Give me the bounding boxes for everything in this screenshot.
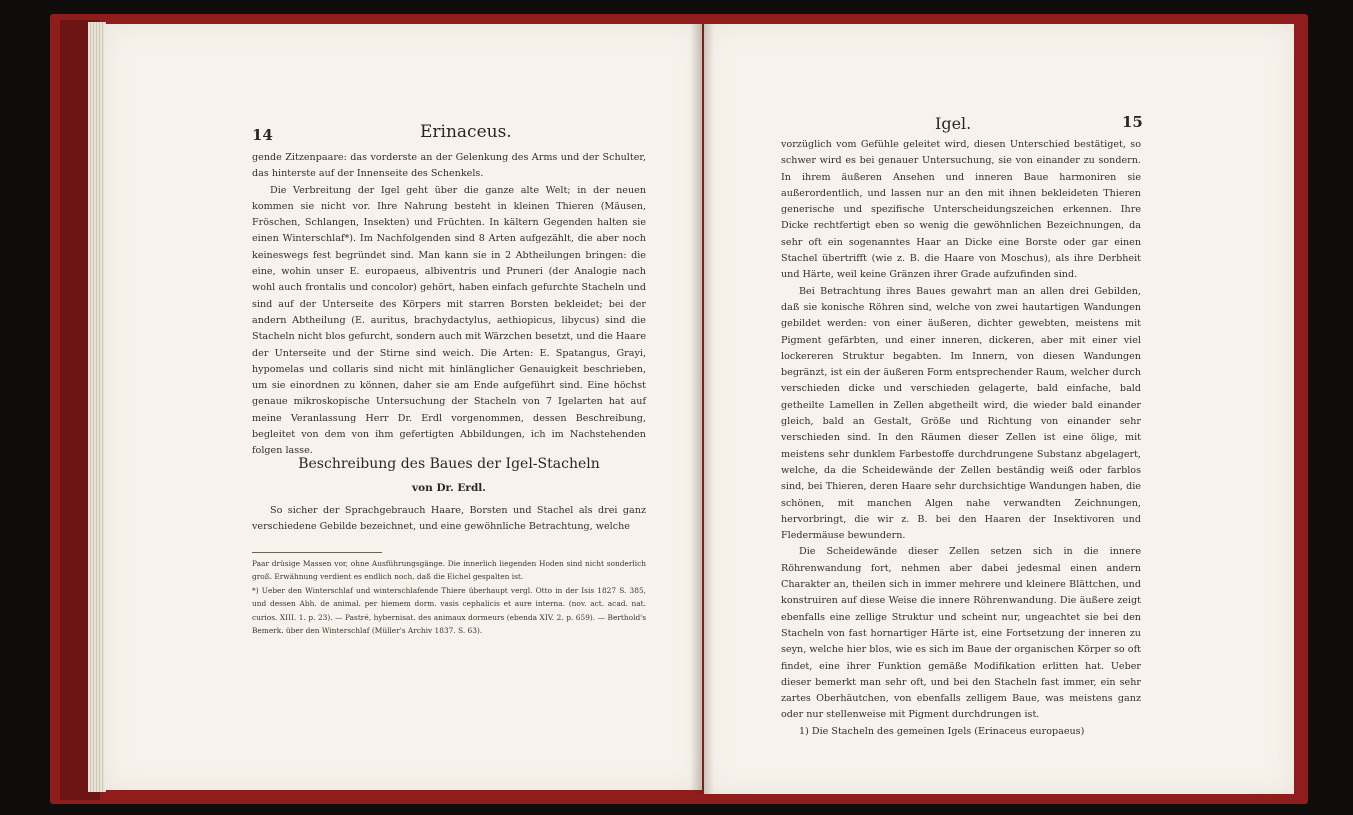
right-paragraph: Bei Betrachtung ihres Baues gewahrt man an allen drei Gebilden, daß sie konische Röhren sind, welche von zwei hautartigen Wandungen gebildet werden: von einer äußeren, dichter gewebten, meistens mit Pigment gefärbten, und einer inneren, dickeren, aber mit einer viel lockereren Struktur begabten. Im Innern, von diesen Wandungen begränzt, ist ein der äußeren Form entsprechender Raum, welcher durch verschieden dicke und verschieden gelagerte, bald einfache, bald getheilte Lamellen in Zellen abgetheilt wird, die wieder bald einander gleich, bald an Gestalt, Größe und Richtung von einander sehr verschieden sind. In den Räumen dieser Zellen ist eine ölige, mit meistens sehr dunklem Farbestoffe durchdrungene Substanz abgelagert, welche, da die Scheidewände der Zellen beständig weiß oder farblos sind, bei Thieren, deren Haare sehr durchsichtige Wandungen haben, die schönen, mit manchen Algen nahe verwandten Zeichnungen, hervorbringt, die wir z. B. bei den Haaren der Insektivoren und Fledermäuse bewundern. bbox=[781, 285, 1141, 542]
left-running-head: Erinaceus. bbox=[420, 122, 512, 142]
right-paragraph: vorzüglich vom Gefühle geleitet wird, diesen Unterschied bestätiget, so schwer wird es bei genauer Untersuchung, sie von einander zu sondern. In ihrem äußeren Ansehen und inneren Baue harmoniren sie außerordentlich, und lassen nur an den mit ihnen bekleideten Thieren generische und spezifische Unterscheidungszeichen erkennen. Ihre Dicke rechtfertigt eben so wenig die gewöhnlichen Bezeichnungen, da sehr oft ein sogenanntes Haar an Dicke eine Borste oder gar einen Stachel übertrifft (wie z. B. die Haare von Moschus), als ihre Derbheit und Härte, weil keine Gränzen ihrer Grade aufzufinden sind. bbox=[781, 139, 1141, 281]
left-paragraph: Die Verbreitung der Igel geht über die ganze alte Welt; in der neuen kommen sie nicht vor. Ihre Nahrung besteht in kleinen Thieren (Mäusen, Fröschen, Schlangen, Insekten) und Früchten. In kältern Gegenden halten sie einen Winterschlaf*). Im Nachfolgenden sind 8 Arten aufgezählt, die aber noch keineswegs fest begründet sind. Man kann sie in 2 Abtheilungen bringen: die eine, wohin unser E. europaeus, albiventris und Pruneri (der Analogie nach wohl auch frontalis und concolor) gehört, haben einfach gefurchte Stacheln und sind auf der Unterseite des Körpers mit starren Borsten bekleidet; bei der andern Abtheilung (E. auritus, brachydactylus, aethiopicus, libycus) sind die Stacheln nicht blos gefurcht, sondern auch mit Wärzchen besetzt, und die Haare der Unterseite und der Stirne sind weich. Die Arten: E. Spatangus, Grayi, hypomelas und collaris sind nicht mit hinlänglicher Genauigkeit beschrieben, um sie einordnen zu können, daher sie am Ende aufgeführt sind. Eine höchst genaue mikroskopische Untersuchung der Stacheln von 7 Igelarten hat auf meine Veranlassung Herr Dr. Erdl vorgenommen, dessen Beschreibung, begleitet von dem von ihm gefertigten Abbildungen, ich im Nachstehenden folgen lasse. bbox=[252, 184, 646, 457]
footnote: *) Ueber den Winterschlaf und winterschlafende Thiere überhaupt vergl. Otto in der Isis 1827 S. 385, und dessen Abh. de animal. per hiemem dorm. vasis cephalicis et aure interna. (nov. act. acad. nat. curios. XIII. 1. p. 23). — Pastré, hybernisat. des animaux dormeurs (ebenda XIV. 2. p. 659). — Berthold's Bemerk. über den Winterschlaf (Müller's Archiv 1837. S. 63). bbox=[252, 585, 646, 636]
left-paragraph: gende Zitzenpaare: das vorderste an der Gelenkung des Arms und der Schulter, das hinterste auf der Innenseite des Schenkels. bbox=[252, 152, 646, 180]
section-body-text bbox=[252, 503, 646, 536]
right-running-head: Igel. bbox=[935, 114, 972, 133]
right-paragraph: Die Scheidewände dieser Zellen setzen sich in die innere Röhrenwandung fort, nehmen aber dabei jedesmal einen andern Charakter an, theilen sich in immer mehrere und kleinere Blättchen, und konstruiren auf diese Weise die innere Röhrenwandung. Die äußere zeigt ebenfalls eine zellige Struktur und scheint nur, ungeachtet sie bei den Stacheln von fast hornartiger Härte ist, eine Fortsetzung der inneren zu seyn, welche hier blos, wie es sich im Baue der organischen Körper so oft findet, eine ihrer Funktion gemäße Modifikation erlitten hat. Ueber dieser bemerkt man sehr oft, und bei den Stacheln fast immer, ein sehr zartes Oberhäutchen, von ebenfalls zelligem Baue, was meistens ganz oder nur stellenweise mit Pigment durchdrungen ist. bbox=[781, 546, 1141, 721]
left-page-number: 14 bbox=[252, 126, 273, 144]
footnote-rule bbox=[252, 552, 382, 553]
right-paragraph: 1) Die Stacheln des gemeinen Igels (Erinaceus europaeus) bbox=[799, 725, 1085, 737]
book-gutter bbox=[690, 24, 714, 794]
left-body-text bbox=[252, 150, 646, 460]
section-title: Beschreibung des Baues der Igel-Stacheln bbox=[298, 456, 600, 472]
right-body-text bbox=[781, 137, 1141, 740]
section-paragraph: So sicher der Sprachgebrauch Haare, Borsten und Stachel als drei ganz verschiedene Gebilde bezeichnet, und eine gewöhnliche Betrachtung, welche bbox=[252, 505, 646, 533]
right-page-number: 15 bbox=[1122, 113, 1143, 131]
footnote: Paar drüsige Massen vor, ohne Ausführungsgänge. Die innerlich liegenden Hoden sind nicht sonderlich groß. Erwähnung verdient es endlich noch, daß die Eichel gespalten ist. bbox=[252, 559, 646, 582]
footnotes bbox=[252, 557, 646, 637]
section-author: von Dr. Erdl. bbox=[412, 482, 486, 494]
